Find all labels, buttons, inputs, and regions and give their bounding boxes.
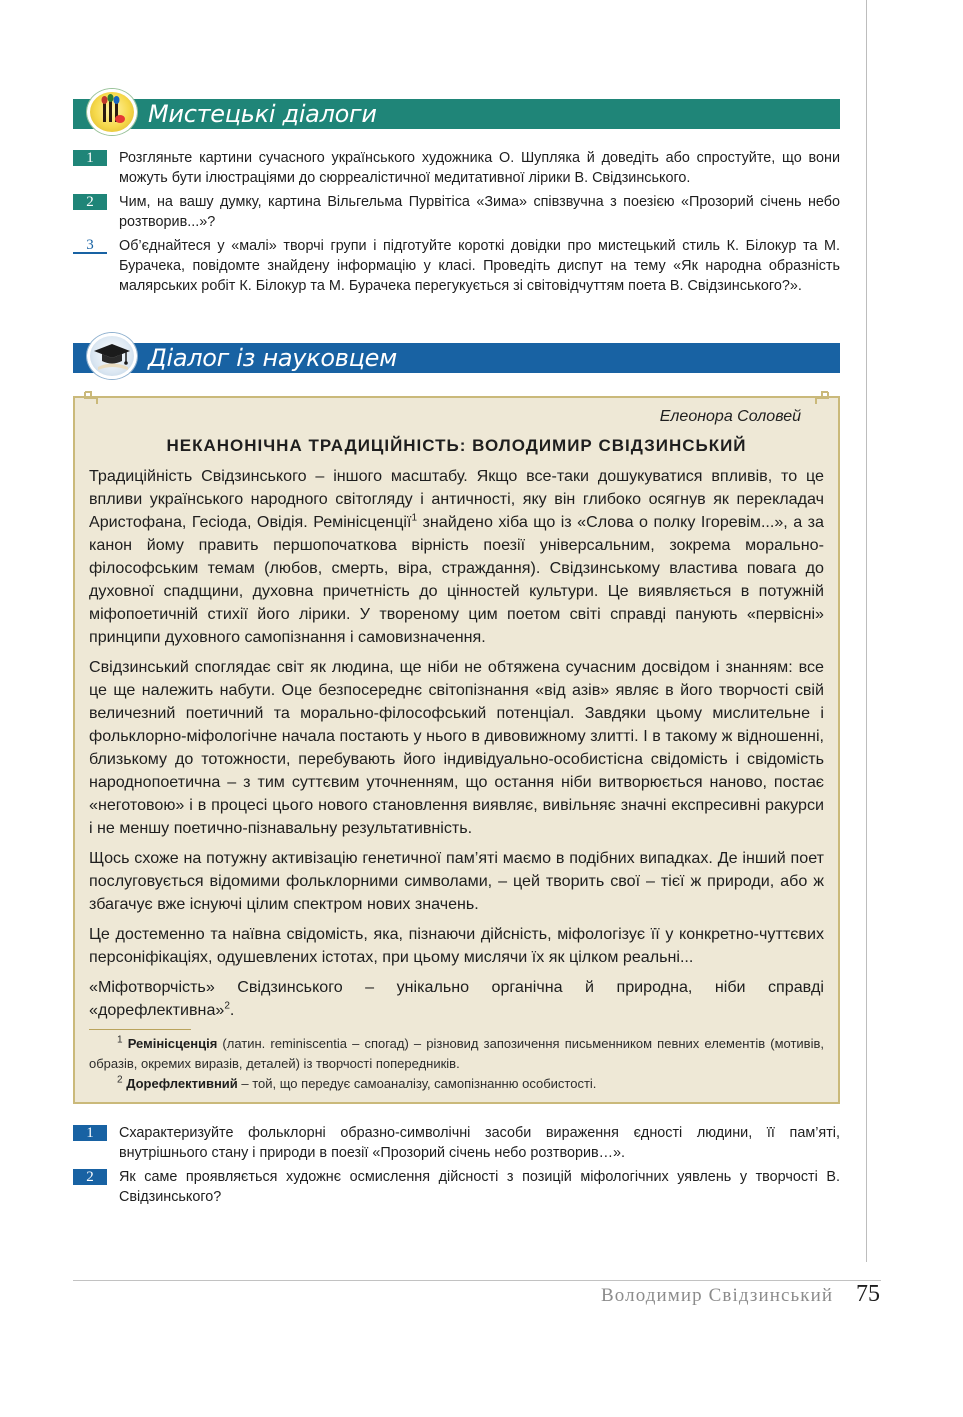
question-list [73, 1123, 840, 1211]
task-text: Чим, на вашу думку, картина Вільгельма Пурвітіса «Зима» співзвучна з поезією «Прозорий січень небо розтворив...»? [119, 194, 840, 230]
art-palette-icon [87, 89, 137, 135]
art-task [73, 192, 840, 232]
footnote-term: Дорефлективний [126, 1076, 238, 1091]
footnote-text: – той, що передує самоаналізу, самопізнанню особистості. [237, 1076, 597, 1091]
science-section-title: Діалог із науковцем [148, 344, 397, 372]
footnote-term: Ремінісценція [127, 1036, 218, 1051]
art-dialogues-header [73, 99, 840, 129]
graduation-cap-icon [87, 333, 137, 379]
footnote-number: 1 [117, 1034, 123, 1046]
science-quote-box [73, 396, 840, 1104]
question [73, 1167, 840, 1207]
ornament-corner-left-icon [83, 388, 117, 406]
article-author: Елеонора Соловей [659, 408, 801, 425]
article-body [89, 465, 824, 1022]
footnote-number: 2 [117, 1074, 123, 1086]
question-number: 1 [73, 1125, 107, 1141]
footnote-ref: 2 [224, 1000, 230, 1012]
page-number: 75 [856, 1281, 880, 1307]
science-dialogue-header [73, 343, 840, 373]
footnote-ref: 1 [411, 512, 418, 524]
task-text: Розгляньте картини сучасного українського художника О. Шупляка й доведіть або спростуйте, що вони можуть бути ілюстраціями до сюрреалістичної медитативної лірики В. Свідзинського. [119, 150, 840, 186]
task-number: 1 [73, 150, 107, 166]
article-paragraph [89, 465, 824, 649]
art-task-list [73, 148, 840, 300]
article-paragraph [89, 976, 824, 1022]
paragraph-text: «Міфотворчість» Свідзинського – унікально органічна й природна, ніби справді «дорефлективна» [89, 978, 824, 1019]
footer-divider [73, 1280, 881, 1281]
paragraph-text: . [229, 1001, 235, 1019]
question [73, 1123, 840, 1163]
article-paragraph: Свідзинський споглядає світ як людина, ще ніби не обтяжена сучасним досвідом і знанням: все це ще належить набути. Оце безпосереднє світопізнання «від азів» являє в його творчості свій величезний поетичний та морально-філософський потенціал. Завдяки цьому мислительне і фольклорно-міфологічне начала постають у нього в дивовижному злитті. І в такому ж відношенні, близькому до тотожности, перебувають його індивідуально-особистісна свідомість і свідомість народнопоетична – з тим суттєвим уточненням, що остання ніби витворюється наново, постає «неготовою» і в процесі цього нового становлення виявляє, вивільняє значні експресивні ракурси і не меншу поетично-пізнавальну результативність. [89, 658, 824, 837]
ornament-corner-right-icon [796, 388, 830, 406]
question-text: Схарактеризуйте фольклорні образно-символічні засоби вираження єдності людини, її пам’яті, внутрішнього стану і природи в поезії «Прозорий січень небо розтворив…». [119, 1125, 840, 1161]
art-task [73, 236, 840, 296]
article-title: НЕКАНОНІЧНА ТРАДИЦІЙНІСТЬ: ВОЛОДИМИР СВІДЗИНСЬКИЙ [166, 436, 747, 455]
footnotes [89, 1034, 824, 1094]
task-number: 2 [73, 194, 107, 210]
article-paragraph: Це достеменно та наївна свідомість, яка, пізнаючи дійсність, міфологізує її у конкретно-чуттєвих персоніфікаціях, одушевлених істотах, при цьому мислячи їх як цілком реальні... [89, 925, 824, 966]
paragraph-text: Традиційність Свідзинського – іншого масштабу. Якщо все-таки дошукуватися впливів, то це впливи українського народного світогляду і античності, яку він глибоко осягнув як перекладач Аристофана, Гесіода, Овідія. Ремінісценції [89, 467, 824, 531]
question-text: Як саме проявляється художнє осмислення дійсності з позицій міфологічних уявлень у творчості В. Свідзинського? [119, 1169, 840, 1205]
footnote-text: (латин. reminiscentia – спогад) – різновид запозичення письменником певних елементів (мотивів, образів, окремих виразів, деталей) із творчості попередників. [89, 1036, 824, 1071]
footnote [89, 1074, 824, 1094]
art-section-title: Мистецькі діалоги [148, 100, 377, 128]
running-title: Володимир Свідзинський [601, 1285, 834, 1306]
article-paragraph: Щось схоже на потужну активізацію генетичної пам’яті маємо в подібних випадках. Де інший поет послуговується відомими фольклорними символами, – цей творить свої – тієї ж природи, або ж збагачує вже існуючі цілим спектром нових значень. [89, 849, 824, 913]
task-number: 3 [73, 238, 107, 254]
page-edge-rule [866, 0, 867, 1262]
task-text: Об’єднайтеся у «малі» творчі групи і підготуйте короткі довідки про мистецький стиль К. Білокур та М. Бурачека, повідомте знайдену інформацію у класі. Проведіть диспут на тему «Як народна образність малярських робіт К. Білокур та М. Бурачека перегукується зі світовідчуттям поета В. Свідзинського?». [119, 238, 840, 294]
footnote [89, 1034, 824, 1074]
footnote-divider [89, 1029, 191, 1030]
paragraph-text: знайдено хіба що із «Слова о полку Ігоревім...», а за канон йому править першопочаткова вірність поезії універсальним, зокрема морально-філософським темам (любов, смерть, віра, страждання). Свідзинському властива повага до духовної спадщини, духовна причетність до цінностей культури. Це виявляється в потужній міфопоетичній стихії його лірики. У твореному цим поетом світі справді панують «первісні» принципи духовного самопізнання і самовизначення. [89, 513, 824, 646]
question-number: 2 [73, 1169, 107, 1185]
art-task [73, 148, 840, 188]
